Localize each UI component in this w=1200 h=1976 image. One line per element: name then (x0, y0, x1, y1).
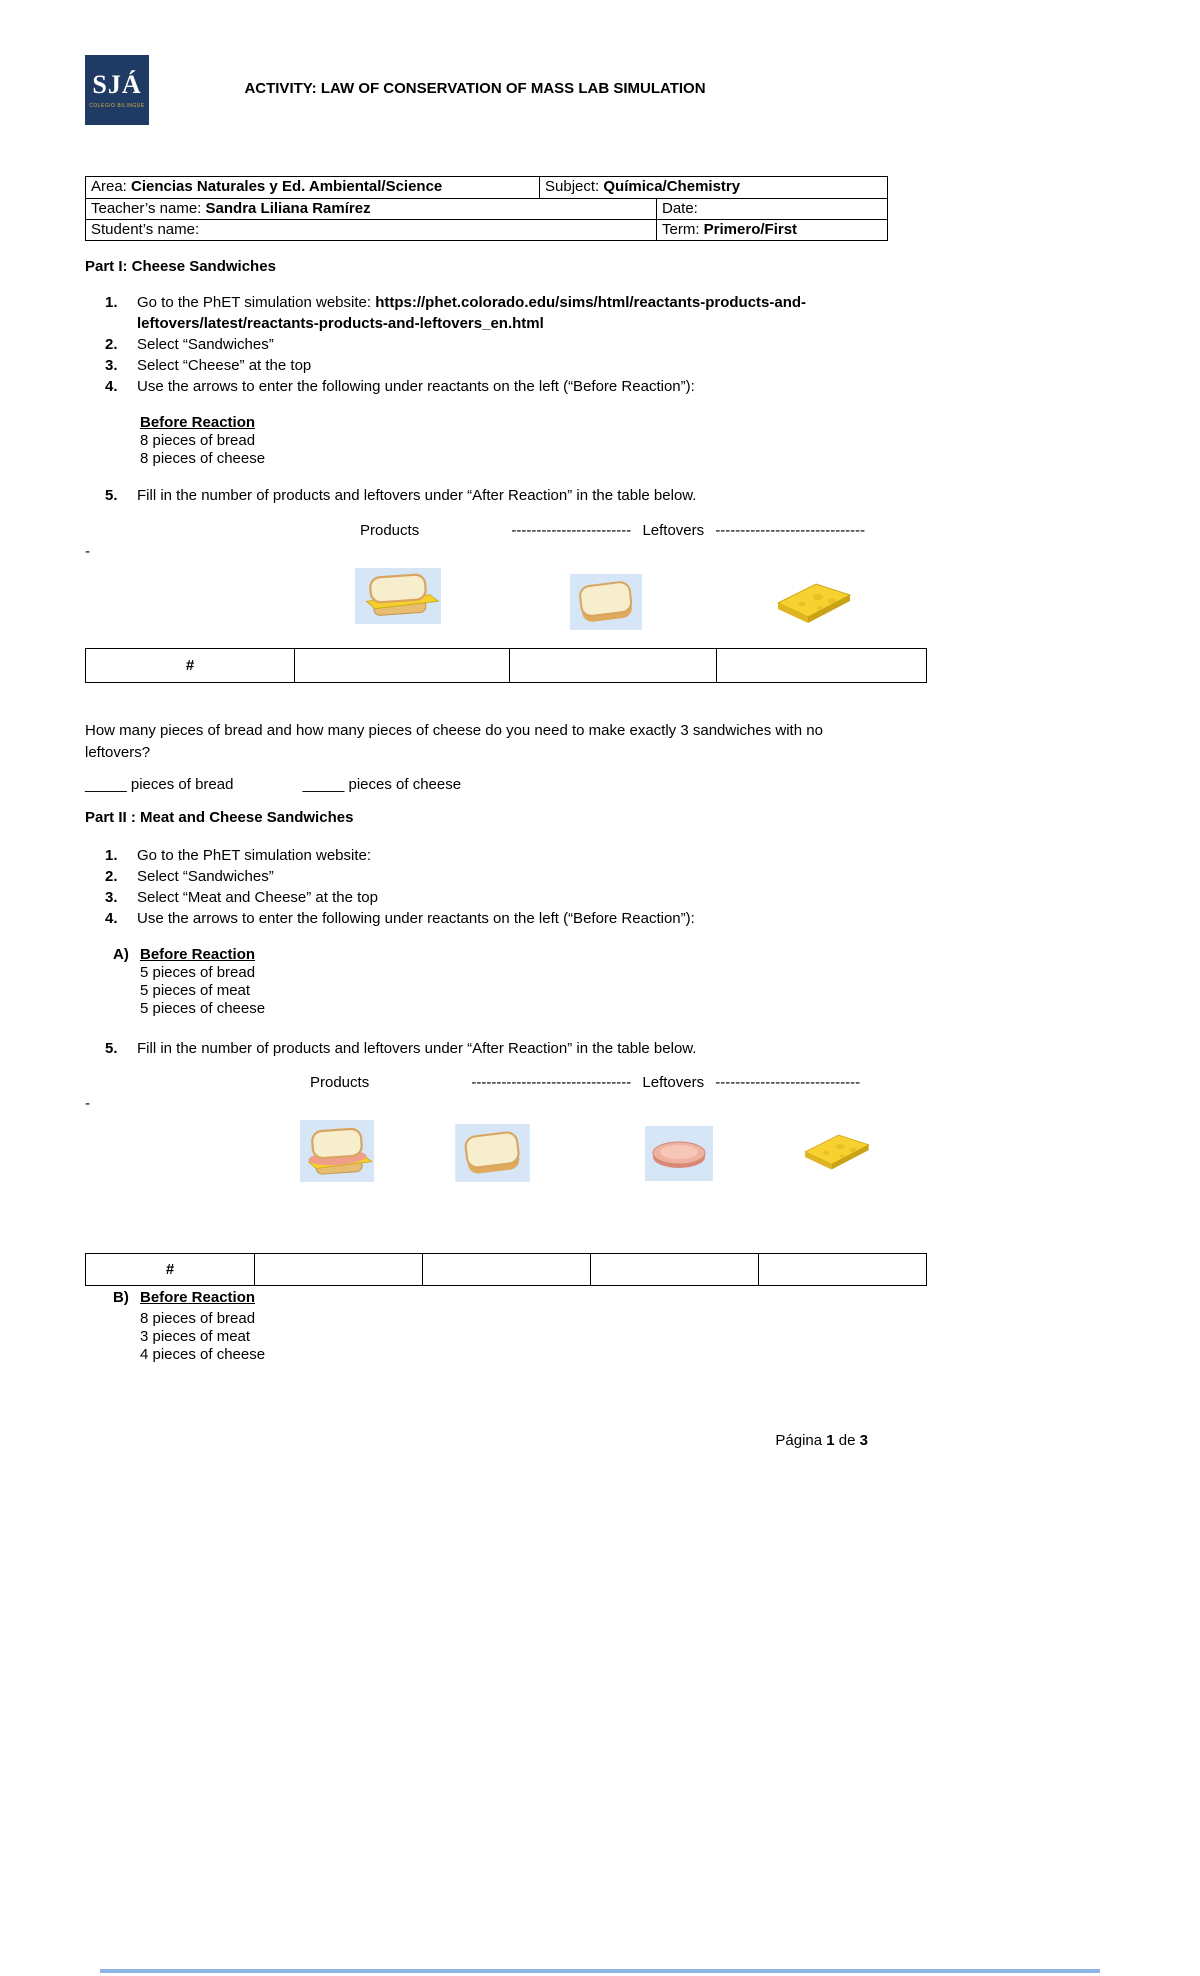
teacher-value: Sandra Liliana Ramírez (205, 200, 371, 217)
part1-step-3 (85, 355, 925, 376)
option-b-label: B) (113, 1289, 129, 1306)
step-number: 1. (105, 294, 118, 311)
before-reaction-heading: Before Reaction (140, 1289, 256, 1306)
before-reaction-item: 8 pieces of bread (140, 1310, 256, 1327)
part2-option-b (113, 1289, 265, 1364)
answer-cell-bread-leftover[interactable] (422, 1254, 590, 1285)
blank-pieces-of-cheese[interactable]: _____ pieces of cheese (302, 776, 462, 793)
term-cell (656, 220, 887, 240)
part2-option-a (113, 946, 265, 1018)
before-reaction-item: 5 pieces of meat (140, 982, 251, 999)
step-number: 1. (105, 847, 118, 864)
part2-step-2 (85, 866, 925, 887)
date-cell[interactable] (656, 199, 887, 219)
bread-image (455, 1124, 530, 1182)
part2-step-5 (85, 1038, 925, 1059)
step-number: 2. (105, 336, 118, 353)
stray-dash: - (85, 1095, 90, 1112)
part1-images-row (85, 565, 925, 640)
term-label: Term: (662, 221, 700, 238)
step-text: Select “Cheese” at the top (137, 357, 312, 374)
part2-step-4 (85, 908, 925, 929)
cheese-image (770, 576, 856, 628)
cheese-image (798, 1125, 874, 1177)
step-number: 3. (105, 889, 118, 906)
before-reaction-heading: Before Reaction (140, 414, 256, 431)
part1-answer-table (85, 648, 927, 683)
before-reaction-item: 8 pieces of bread (140, 432, 256, 449)
answer-cell-cheese-leftover[interactable] (758, 1254, 926, 1285)
option-b-heading-row (113, 1289, 265, 1307)
area-value: Ciencias Naturales y Ed. Ambiental/Science (131, 178, 443, 195)
option-a-label: A) (113, 946, 129, 963)
meat-image (645, 1126, 713, 1181)
step-text: Use the arrows to enter the following under reactants on the left (“Before Reaction”): (137, 910, 695, 927)
hash-label: # (165, 1261, 175, 1278)
area-cell (86, 177, 539, 198)
step-text: Go to the PhET simulation website: (137, 847, 372, 864)
step-text: Fill in the number of products and leftovers under “After Reaction” in the table below. (137, 487, 697, 504)
hash-header-cell (86, 649, 294, 682)
answer-cell-sandwiches[interactable] (254, 1254, 422, 1285)
part2-step-1 (85, 845, 925, 866)
phet-url-link[interactable]: https://phet.colorado.edu/sims/html/reactants-products-and-leftovers/latest/reactants-products-and-leftovers_en.html (137, 294, 807, 332)
next-page-edge-line (100, 1969, 1100, 1973)
footer-page-total: 3 (859, 1432, 868, 1449)
info-table-row-student (86, 219, 887, 240)
part2-images-row (85, 1120, 925, 1195)
answer-cell-cheese-leftover[interactable] (716, 649, 926, 682)
step-text: Select “Meat and Cheese” at the top (137, 889, 378, 906)
step-number: 5. (105, 487, 118, 504)
step-number: 5. (105, 1040, 118, 1057)
step-text: Select “Sandwiches” (137, 868, 274, 885)
answer-cell-bread-leftover[interactable] (509, 649, 716, 682)
leftovers-label: Leftovers (642, 1074, 705, 1091)
footer-page-number: 1 (826, 1432, 835, 1449)
part1-before-reaction (140, 414, 265, 468)
page-footer (85, 1432, 868, 1449)
part1-step-1 (85, 292, 925, 334)
subject-label: Subject: (545, 178, 600, 195)
teacher-label: Teacher’s name: (91, 200, 202, 217)
part2-answer-table (85, 1253, 927, 1286)
part2-step-5-row (85, 1038, 925, 1059)
info-table (85, 176, 888, 241)
document-title: ACTIVITY: LAW OF CONSERVATION OF MASS LAB SIMULATION (244, 80, 706, 97)
footer-page-of: de (834, 1432, 860, 1449)
part1-heading: Part I: Cheese Sandwiches (85, 258, 276, 275)
stray-dash: - (85, 543, 90, 560)
answer-cell-meat-leftover[interactable] (590, 1254, 758, 1285)
step-text (137, 292, 857, 334)
part1-steps (85, 292, 925, 397)
part2-step-3 (85, 887, 925, 908)
products-label: Products (310, 1074, 370, 1091)
school-logo-acronym: SJÁ (92, 69, 142, 99)
step-text-plain: Go to the PhET simulation website: (137, 294, 376, 311)
before-reaction-item: 8 pieces of cheese (140, 450, 266, 467)
before-reaction-heading: Before Reaction (140, 946, 256, 963)
step-number: 3. (105, 357, 118, 374)
student-name-cell[interactable] (86, 220, 656, 240)
info-table-row-teacher (86, 198, 887, 219)
before-reaction-item: 5 pieces of bread (140, 964, 256, 981)
part2-heading: Part II : Meat and Cheese Sandwiches (85, 809, 354, 826)
term-value: Primero/First (703, 221, 798, 238)
teacher-cell (86, 199, 656, 219)
part1-step-2 (85, 334, 925, 355)
part1-step-5-row (85, 485, 925, 506)
products-label: Products (360, 522, 420, 539)
area-label: Area: (91, 178, 127, 195)
leftovers-dashes: ----------------------------- (715, 1074, 861, 1091)
step-number: 4. (105, 378, 118, 395)
bread-image (570, 574, 642, 630)
part1-products-leftovers-header (85, 522, 925, 539)
student-name-label: Student’s name: (91, 221, 200, 238)
part2-products-leftovers-header (85, 1074, 925, 1091)
date-label: Date: (662, 200, 698, 217)
hash-label: # (185, 657, 195, 674)
part1-question: How many pieces of bread and how many pieces of cheese do you need to make exactly 3 sandwiches with no leftovers? (85, 722, 823, 761)
meat-cheese-sandwich-image (300, 1120, 374, 1182)
part2-steps (85, 845, 925, 929)
before-reaction-item: 5 pieces of cheese (140, 1000, 266, 1017)
footer-page-prefix: Página (775, 1432, 827, 1449)
cheese-sandwich-image (355, 568, 441, 624)
leftovers-label: Leftovers (642, 522, 705, 539)
school-logo-subtitle: COLEGIO BILINGÜE (89, 102, 145, 109)
subject-value: Química/Chemistry (603, 178, 741, 195)
step-number: 2. (105, 868, 118, 885)
before-reaction-item: 4 pieces of cheese (140, 1346, 266, 1363)
leftovers-dashes: ------------------------------ (715, 522, 866, 539)
option-a-heading-row (113, 946, 265, 964)
before-reaction-item: 3 pieces of meat (140, 1328, 251, 1345)
step-text: Use the arrows to enter the following under reactants on the left (“Before Reaction”): (137, 378, 695, 395)
products-dashes: ------------------------ (511, 522, 632, 539)
answer-cell-sandwiches[interactable] (294, 649, 509, 682)
step-text: Fill in the number of products and leftovers under “After Reaction” in the table below. (137, 1040, 697, 1057)
part1-step-5 (85, 485, 925, 506)
part1-blanks-row (85, 776, 461, 793)
step-number: 4. (105, 910, 118, 927)
info-table-row-area (86, 177, 887, 198)
blank-pieces-of-bread[interactable]: _____ pieces of bread (85, 776, 234, 793)
step-text: Select “Sandwiches” (137, 336, 274, 353)
subject-cell (539, 177, 887, 198)
part1-step-4 (85, 376, 925, 397)
products-dashes: -------------------------------- (471, 1074, 632, 1091)
hash-header-cell (86, 1254, 254, 1285)
